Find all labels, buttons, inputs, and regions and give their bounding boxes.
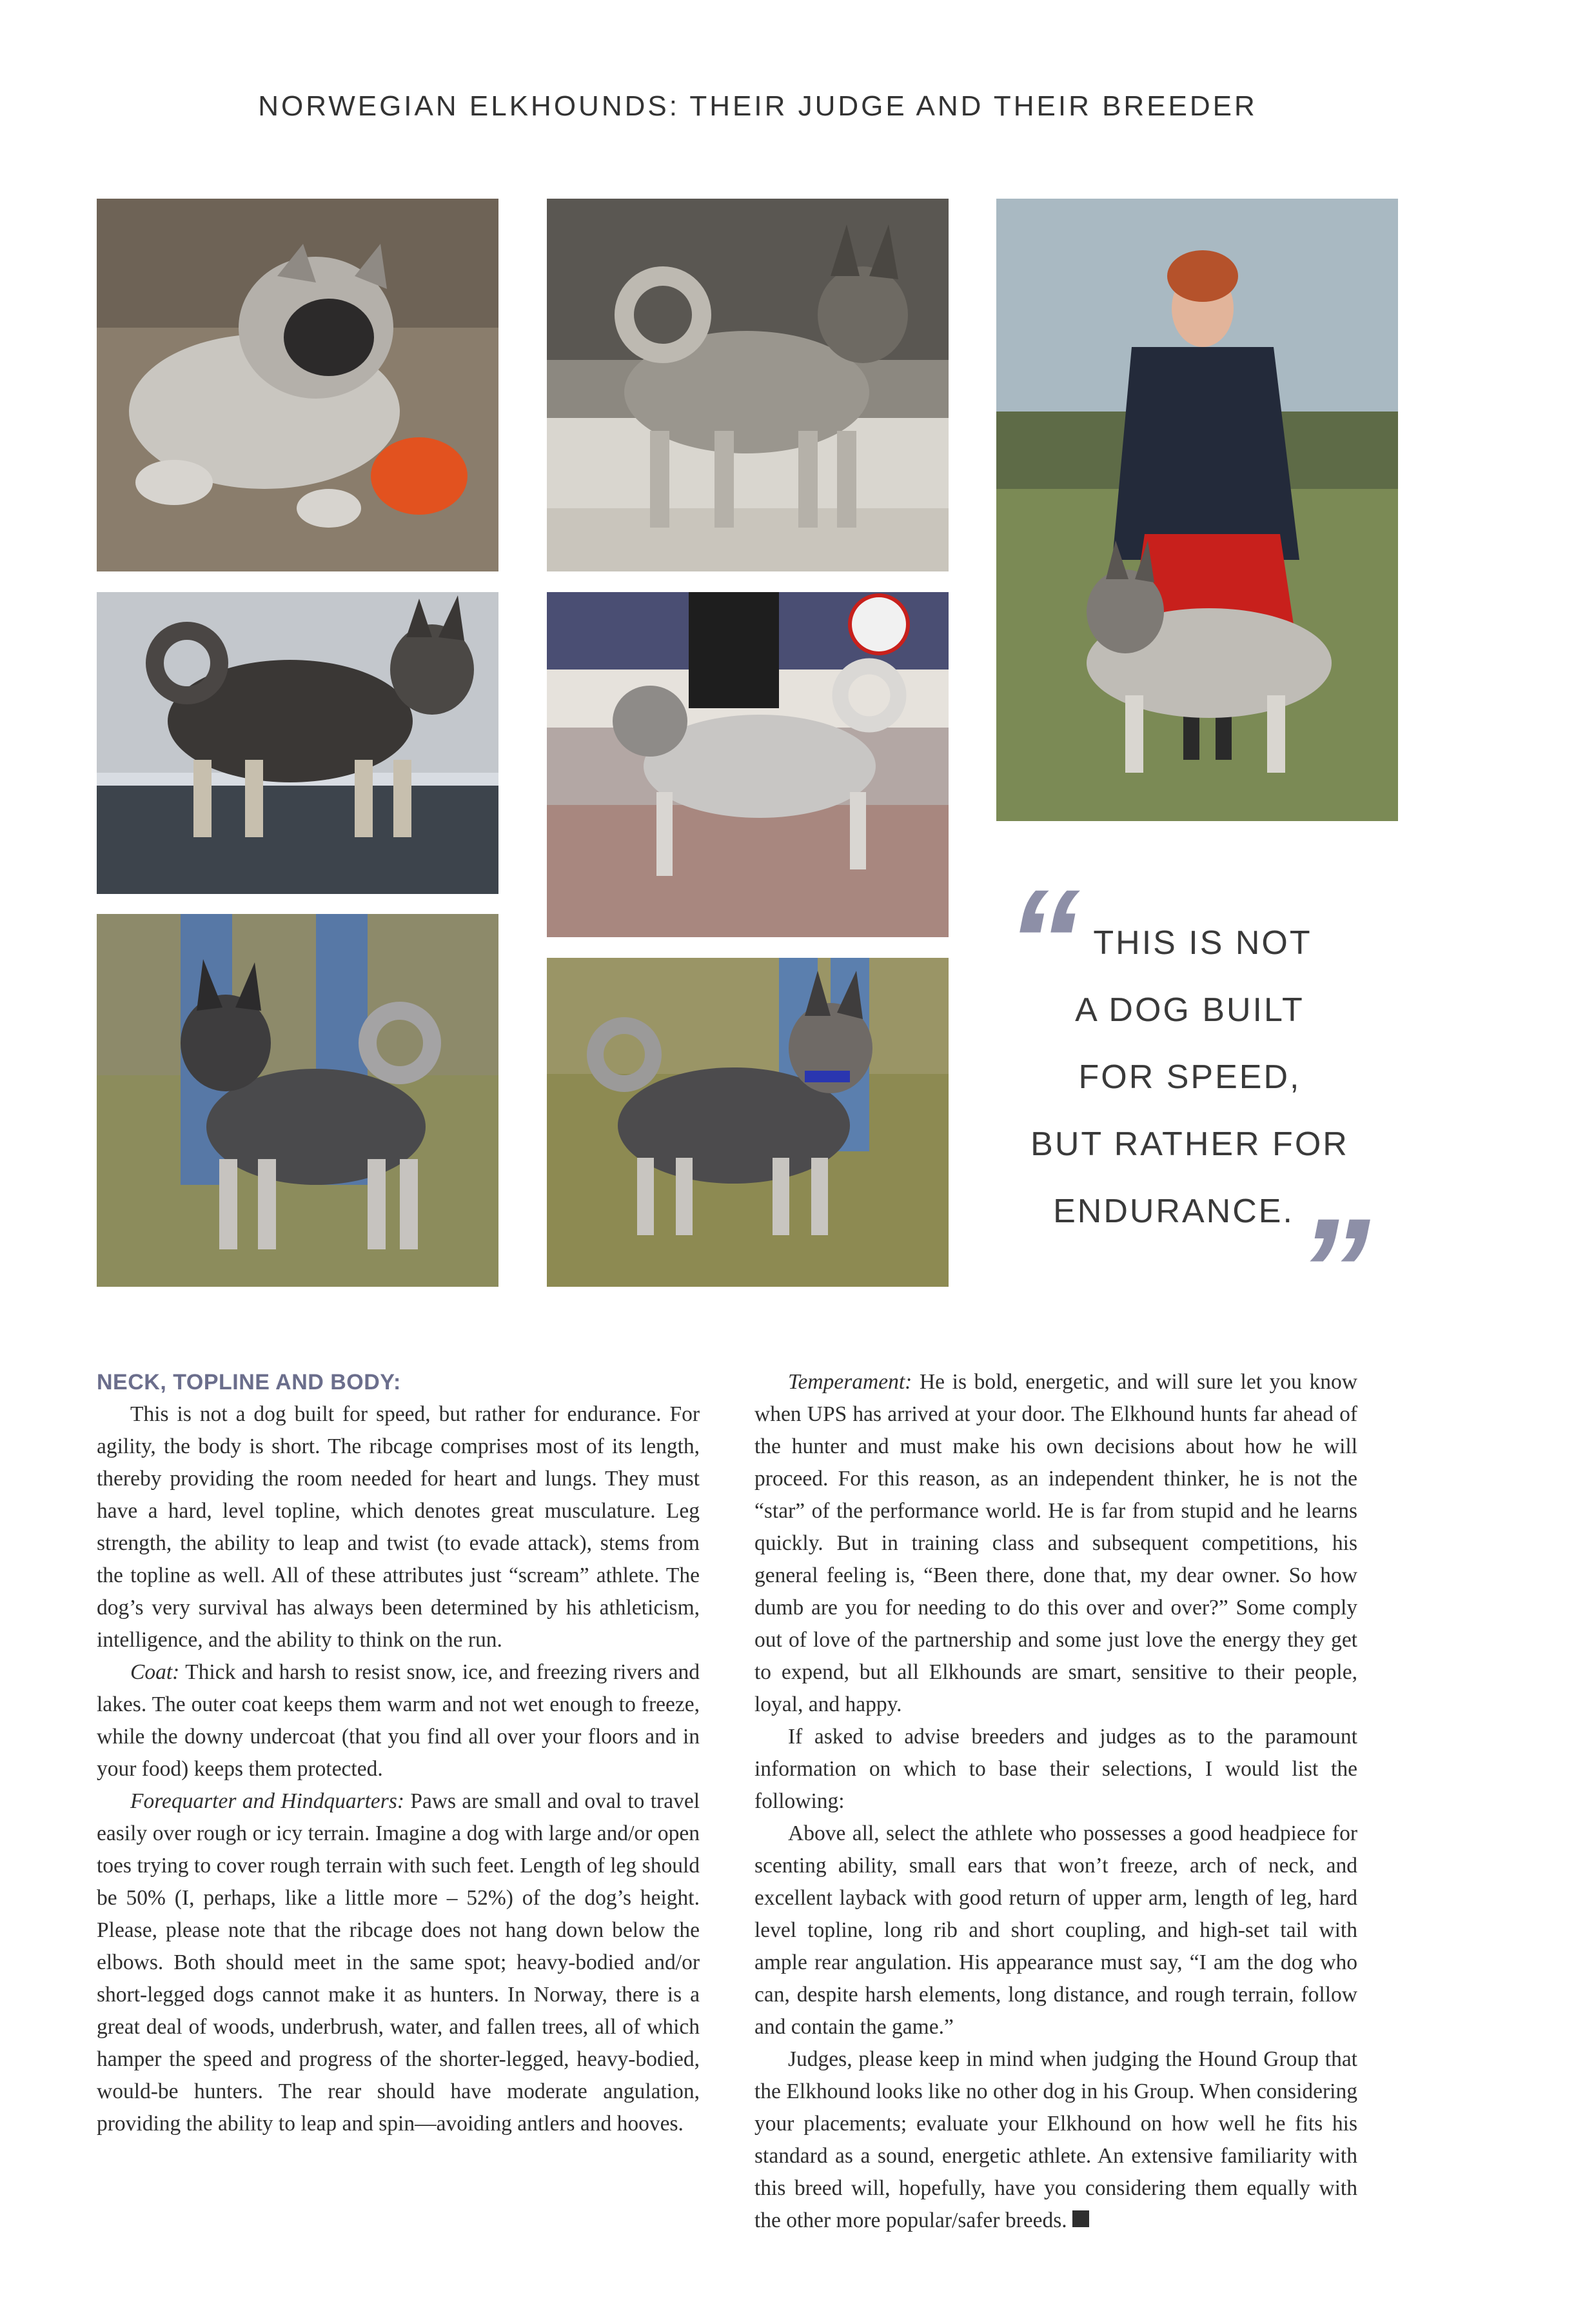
elkhound-collar-photo xyxy=(547,958,949,1287)
article-right-column xyxy=(754,1366,1357,2237)
paragraph xyxy=(97,1656,700,1785)
pull-quote-line: ENDURANCE. xyxy=(1053,1193,1294,1230)
paragraph-lead: Temperament: xyxy=(788,1370,912,1394)
paragraph xyxy=(97,1785,700,2140)
paragraph-text: He is bold, energetic, and will sure let you know when UPS has arrived at your door. The Elkhound hunts far ahead of the hunter and must make his own decisions about how he will proceed. For this reason, as an independent thinker, he is not the “star” of the performance world. He is far from stupid and he learns quickly. But in training class and subsequent competitions, his general feeling is, “Been there, done that, my dear owner. So how dumb are you for needing to do this over and over?” Some comply out of love of the partnership and some just love the energy they get to expend, but all Elkhounds are smart, sensitive to their people, loyal, and happy. xyxy=(754,1370,1357,1716)
pull-quote-line: BUT RATHER FOR xyxy=(1030,1126,1349,1163)
close-quote-mark: ” xyxy=(1296,1187,1370,1353)
paragraph-text: Paws are small and oval to travel easily over rough or icy terrain. Imagine a dog with large and/or open toes trying to cover rough terrain with such feet. Length of leg should be 50% (I, perhaps, like a little more – 52%) of the dog’s height. Please, please note that the ribcage does not hang down below the elbows. Both should meet in the same spot; heavy-bodied and/or short-legged dogs cannot make it as hunters. In Norway, there is a great deal of woods, underbrush, water, and fallen trees, all of which hamper the speed and progress of the shorter-legged, heavy-bodied, would-be hunters. The rear should have moderate angulation, providing the ability to leap and spin—avoiding antlers and hooves. xyxy=(97,1789,700,2136)
section-heading: NECK, TOPLINE AND BODY: xyxy=(97,1370,401,1394)
elkhound-stacked-photo xyxy=(97,914,498,1287)
paragraph xyxy=(97,1398,700,1656)
elkhound-handler-photo xyxy=(996,199,1398,821)
end-of-article-icon xyxy=(1072,2210,1089,2227)
article-left-column xyxy=(97,1366,700,2140)
paragraph xyxy=(754,1366,1357,1721)
open-quote-mark: “ xyxy=(1006,858,1080,1024)
elkhound-table-photo xyxy=(97,592,498,894)
pull-quote-line: A DOG BUILT xyxy=(1075,991,1305,1029)
elkhound-puppy-photo xyxy=(97,199,498,571)
page-header: NORWEGIAN ELKHOUNDS: THEIR JUDGE AND THEIR BREEDER xyxy=(258,90,1257,122)
pull-quote-line: THIS IS NOT xyxy=(1093,924,1312,962)
paragraph xyxy=(754,2043,1357,2237)
pull-quote-line: FOR SPEED, xyxy=(1078,1058,1301,1096)
paragraph-text: Above all, select the athlete who possesses a good headpiece for scenting ability, small ears that won’t freeze, arch of neck, and excellent layback with good return of upper arm, length of leg, hard level topline, long rib and short coupling, and high-set tail with ample rear angulation. His appearance must say, “I am the dog who can, despite harsh elements, long distance, and rough terrain, follow and contain the game.” xyxy=(754,1821,1357,2039)
paragraph-lead: Forequarter and Hindquarters: xyxy=(130,1789,405,1813)
paragraph xyxy=(754,1721,1357,1818)
paragraph-lead: Coat: xyxy=(130,1660,180,1684)
paragraph-text: If asked to advise breeders and judges as to the paramount information on which to base their selections, I would list the following: xyxy=(754,1725,1357,1813)
elkhound-vintage-photo xyxy=(547,199,949,571)
paragraph-text: Thick and harsh to resist snow, ice, and freezing rivers and lakes. The outer coat keeps them warm and not wet enough to freeze, while the downy undercoat (that you find all over your floors and in your food) keeps them protected. xyxy=(97,1660,700,1781)
paragraph-text: Judges, please keep in mind when judging the Hound Group that the Elkhound looks like no other dog in his Group. When considering your placements; evaluate your Elkhound on how well he fits his standard as a sound, energetic athlete. An extensive familiarity with this breed will, hopefully, have you considering them equally with the other more popular/safer breeds. xyxy=(754,2047,1357,2232)
paragraph xyxy=(754,1818,1357,2043)
paragraph-text: This is not a dog built for speed, but rather for endurance. For agility, the body is short. The ribcage comprises most of its length, thereby providing the room needed for heart and lungs. They must have a hard, level topline, which denotes great musculature. Leg strength, the ability to leap and twist (to evade attack), stems from the topline as well. All of these attributes just “scream” athlete. The dog’s very survival has always been determined by his athleticism, intelligence, and the ability to think on the run. xyxy=(97,1402,700,1652)
elkhound-gaiting-photo xyxy=(547,592,949,937)
